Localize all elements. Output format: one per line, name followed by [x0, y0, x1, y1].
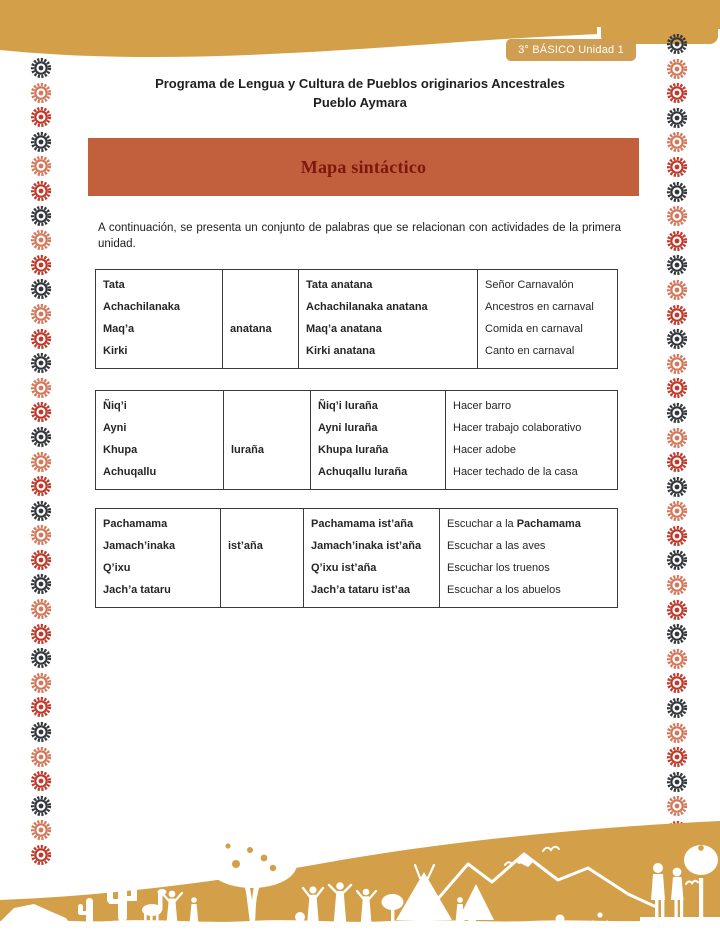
word: Khupa — [103, 444, 138, 456]
ornament-motif — [666, 771, 688, 793]
combined-phrase: Ayni luraña — [318, 422, 378, 434]
word: Maq’a — [103, 323, 135, 335]
ornament-motif — [666, 205, 688, 227]
word: Jach’a tataru — [103, 584, 171, 596]
word: Kirki — [103, 345, 128, 357]
ornament-motif — [666, 33, 688, 55]
ornament-motif — [666, 672, 688, 694]
meaning: Escuchar a las aves — [447, 540, 546, 552]
ornament-motif — [30, 401, 52, 423]
ornament-motif — [30, 647, 52, 669]
ornament-motif — [666, 623, 688, 645]
ornament-motif — [30, 598, 52, 620]
syntax-table-lurana — [95, 390, 618, 490]
ornament-motif — [30, 131, 52, 153]
meaning-text: Escuchar a la — [447, 518, 514, 530]
ornament-motif — [666, 82, 688, 104]
meanings-column — [478, 270, 617, 368]
section-banner — [88, 138, 639, 196]
syntax-table-anatana — [95, 269, 618, 369]
ornament-motif — [666, 377, 688, 399]
program-title-line2: Pueblo Aymara — [313, 95, 407, 110]
section-title: Mapa sintáctico — [300, 156, 427, 177]
ornament-motif — [30, 475, 52, 497]
meaning — [447, 513, 613, 535]
ornament-motif — [30, 205, 52, 227]
ornament-motif — [666, 304, 688, 326]
program-title-line1: Programa de Lengua y Cultura de Pueblos originarios Ancestrales — [155, 76, 565, 91]
ornament-motif — [666, 648, 688, 670]
word: Achuqallu — [103, 466, 157, 478]
ornament-motif — [30, 451, 52, 473]
words-column — [96, 391, 224, 489]
syntax-tables — [95, 269, 664, 608]
ornament-motif — [30, 106, 52, 128]
intro-paragraph: A continuación, se presenta un conjunto de palabras que se relacionan con actividades de la primera unidad. — [98, 222, 621, 250]
ornament-motif — [666, 795, 688, 817]
ornament-motif — [30, 229, 52, 251]
ornament-motif — [666, 599, 688, 621]
ornament-motif — [666, 476, 688, 498]
ornament-motif — [30, 57, 52, 79]
words-column — [96, 270, 223, 368]
meaning-bold-word: Pachamama — [516, 518, 581, 530]
ornament-motif — [666, 427, 688, 449]
ornament-motif — [666, 697, 688, 719]
unit-badge: 3° BÁSICO Unidad 1 — [506, 39, 636, 61]
ornament-motif — [666, 328, 688, 350]
ornament-motif — [30, 524, 52, 546]
ornament-motif — [30, 721, 52, 743]
meaning: Señor Carnavalón — [485, 279, 574, 291]
combined-column — [304, 509, 440, 607]
ornament-motif — [30, 426, 52, 448]
ornament-motif — [666, 254, 688, 276]
ornament-motif — [666, 107, 688, 129]
word: Jamach’inaka — [103, 540, 176, 552]
word: Q’ixu — [103, 562, 131, 574]
ornament-motif — [30, 573, 52, 595]
ornament-motif — [666, 402, 688, 424]
meaning: Hacer techado de la casa — [453, 466, 578, 478]
footer-band — [0, 821, 720, 932]
word: Achachilanaka — [103, 301, 181, 313]
combined-phrase: Tata anatana — [306, 279, 373, 291]
combined-phrase: Maq’a anatana — [306, 323, 382, 335]
ornament-motif — [666, 500, 688, 522]
combined-phrase: Q’ixu ist’aña — [311, 562, 377, 574]
meaning: Hacer adobe — [453, 444, 516, 456]
ornament-motif — [30, 795, 52, 817]
footer-art — [0, 820, 720, 932]
ornament-motif — [666, 230, 688, 252]
combined-column — [299, 270, 478, 368]
ornament-motif — [30, 377, 52, 399]
ornament-motif — [30, 500, 52, 522]
connector-word: anatana — [230, 323, 272, 335]
ornament-motif — [30, 180, 52, 202]
ornament-motif — [30, 328, 52, 350]
meanings-column — [446, 391, 617, 489]
word: Ayni — [103, 422, 127, 434]
ornament-motif — [666, 58, 688, 80]
ornament-motif — [30, 672, 52, 694]
document-content — [56, 62, 664, 608]
ornament-motif — [30, 155, 52, 177]
ornament-motif — [666, 549, 688, 571]
ornament-motif — [666, 353, 688, 375]
word: Tata — [103, 279, 125, 291]
combined-phrase: Khupa luraña — [318, 444, 389, 456]
syntax-table-istana — [95, 508, 618, 608]
meaning: Ancestros en carnaval — [485, 301, 594, 313]
words-column — [96, 509, 221, 607]
meaning: Comida en carnaval — [485, 323, 583, 335]
ornament-motif — [30, 254, 52, 276]
meaning: Escuchar los truenos — [447, 562, 550, 574]
ornament-motif — [30, 549, 52, 571]
ornament-motif — [30, 82, 52, 104]
meaning: Hacer barro — [453, 400, 512, 412]
word: Ñiq’i — [103, 400, 127, 412]
combined-phrase: Ñiq’i luraña — [318, 400, 378, 412]
word: Pachamama — [103, 518, 168, 530]
ornament-motif — [30, 696, 52, 718]
connector-column — [221, 509, 304, 607]
ornament-motif — [666, 181, 688, 203]
ornament-motif — [666, 279, 688, 301]
meanings-column — [440, 509, 617, 607]
ornament-border-right — [666, 33, 688, 842]
ornament-motif — [666, 451, 688, 473]
meaning: Escuchar a los abuelos — [447, 584, 561, 596]
connector-column — [223, 270, 299, 368]
ornament-motif — [30, 303, 52, 325]
combined-phrase: Achachilanaka anatana — [306, 301, 428, 313]
connector-column — [224, 391, 311, 489]
ornament-motif — [666, 746, 688, 768]
ornament-motif — [30, 278, 52, 300]
ornament-motif — [666, 722, 688, 744]
combined-phrase: Jach’a tataru ist’aa — [311, 584, 411, 596]
combined-phrase: Jamach’inaka ist’aña — [311, 540, 422, 552]
ornament-motif — [30, 770, 52, 792]
ornament-motif — [666, 131, 688, 153]
ornament-motif — [30, 352, 52, 374]
ornament-motif — [666, 156, 688, 178]
combined-phrase: Achuqallu luraña — [318, 466, 408, 478]
meaning: Canto en carnaval — [485, 345, 575, 357]
ornament-motif — [666, 525, 688, 547]
meaning: Hacer trabajo colaborativo — [453, 422, 582, 434]
program-title — [56, 74, 664, 112]
ornament-border-left — [30, 57, 52, 866]
combined-phrase: Pachamama ist’aña — [311, 518, 414, 530]
connector-word: ist’aña — [228, 540, 263, 552]
ornament-motif — [666, 574, 688, 596]
connector-word: luraña — [231, 444, 265, 456]
combined-phrase: Kirki anatana — [306, 345, 376, 357]
ornament-motif — [30, 623, 52, 645]
combined-column — [311, 391, 446, 489]
ornament-motif — [30, 746, 52, 768]
